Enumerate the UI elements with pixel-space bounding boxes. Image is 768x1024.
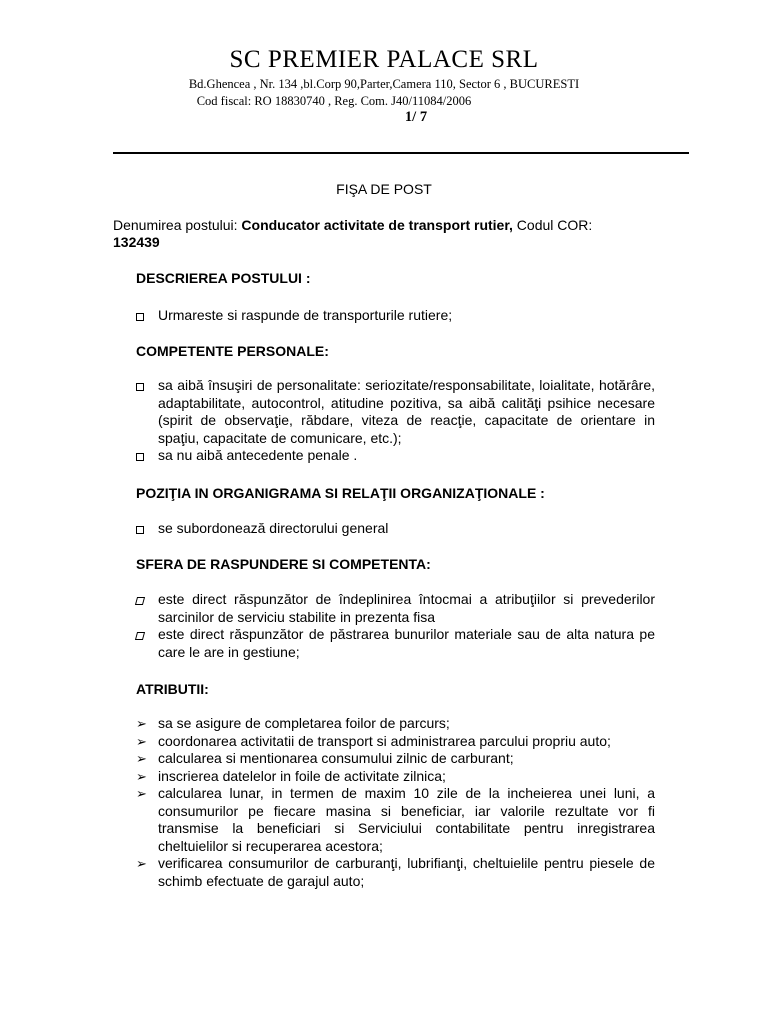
list-item: ➢ sa se asigure de completarea foilor de parcurs; xyxy=(136,715,450,731)
page-number: 1/ 7 xyxy=(404,109,428,125)
list-item: Urmareste si raspunde de transporturile rutiere; xyxy=(134,307,655,325)
header-rule xyxy=(113,152,689,154)
list-item: este direct răspunzător de îndeplinirea întocmai a atribuţiilor si prevederilor sarcinilor de serviciu stabilite in prezenta fisa xyxy=(134,591,655,626)
square-bullet-icon xyxy=(136,453,144,461)
responsibility-list xyxy=(134,591,655,661)
square-bullet-icon xyxy=(136,383,144,391)
square-bullet-icon xyxy=(135,597,145,605)
cor-code: 132439 xyxy=(113,234,160,250)
cor-label: Codul COR: xyxy=(512,217,593,233)
competences-list xyxy=(134,377,655,465)
list-item: ➢ coordonarea activitatii de transport si administrarea parcului propriu auto; xyxy=(136,732,611,749)
job-line xyxy=(113,217,653,251)
section-heading-responsibility: SFERA DE RASPUNDERE SI COMPETENTA: xyxy=(136,556,431,572)
list-item: se subordonează directorului general xyxy=(134,520,655,538)
list-item: este direct răspunzător de păstrarea bunurilor materiale sau de alta natura pe care le are in gestiune; xyxy=(134,626,655,661)
arrow-bullet-icon: ➢ xyxy=(136,716,147,731)
list-item: sa nu aibă antecedente penale . xyxy=(134,447,655,465)
section-heading-description: DESCRIEREA POSTULUI : xyxy=(136,270,311,286)
list-item: sa aibă însuşiri de personalitate: seriozitate/responsabilitate, loialitate, hotărâre, adaptabilitate, autocontrol, atitudine pozitiva, sa aibă calităţi psihice necesare (spirit de observaţie, răbdare, viteza de reacţie, capacitate de orientare in spaţiu, capacitate de comunicare, etc.); xyxy=(134,377,655,447)
description-list xyxy=(134,307,655,325)
section-heading-position: POZIŢIA IN ORGANIGRAMA SI RELAŢII ORGANIZAŢIONALE : xyxy=(136,485,545,501)
section-heading-competences: COMPETENTE PERSONALE: xyxy=(136,343,329,359)
job-label: Denumirea postului: xyxy=(113,217,242,233)
section-heading-duties: ATRIBUTII: xyxy=(136,681,209,697)
company-address: Bd.Ghencea , Nr. 134 ,bl.Corp 90,Parter,Camera 110, Sector 6 , BUCURESTI xyxy=(188,77,580,91)
job-title: Conducator activitate de transport rutier, xyxy=(241,217,513,233)
square-bullet-icon xyxy=(135,632,145,640)
list-item: ➢ calcularea lunar, in termen de maxim 10 zile de la incheierea unei luni, a consumurilor pe fiecare masina si beneficiar, iar valorile rezultate vor fi transmise la beneficiari si Serviciului contabilitate pentru inregistrarea cheltuielilor si recuperarea acestora; xyxy=(136,785,655,854)
list-item: ➢ inscrierea datelelor in foile de activitate zilnica; xyxy=(136,767,446,784)
arrow-bullet-icon: ➢ xyxy=(136,856,147,871)
list-item: ➢ calcularea si mentionarea consumului zilnic de carburant; xyxy=(136,750,514,766)
arrow-bullet-icon: ➢ xyxy=(136,768,147,784)
duties-list xyxy=(134,715,655,890)
square-bullet-icon xyxy=(136,313,144,321)
company-name: SC PREMIER PALACE SRL xyxy=(229,46,539,73)
list-item: ➢ verificarea consumurilor de carburanţi, lubrifianţi, cheltuielile pentru piesele de schimb efectuate de garajul auto; xyxy=(136,855,655,889)
position-list xyxy=(134,520,655,538)
document-title: FIŞA DE POST xyxy=(336,181,432,197)
arrow-bullet-icon: ➢ xyxy=(136,733,147,749)
fiscal-info: Cod fiscal: RO 18830740 , Reg. Com. J40/11084/2006 xyxy=(196,94,472,108)
arrow-bullet-icon: ➢ xyxy=(136,786,147,801)
square-bullet-icon xyxy=(136,526,144,534)
arrow-bullet-icon: ➢ xyxy=(136,751,147,766)
